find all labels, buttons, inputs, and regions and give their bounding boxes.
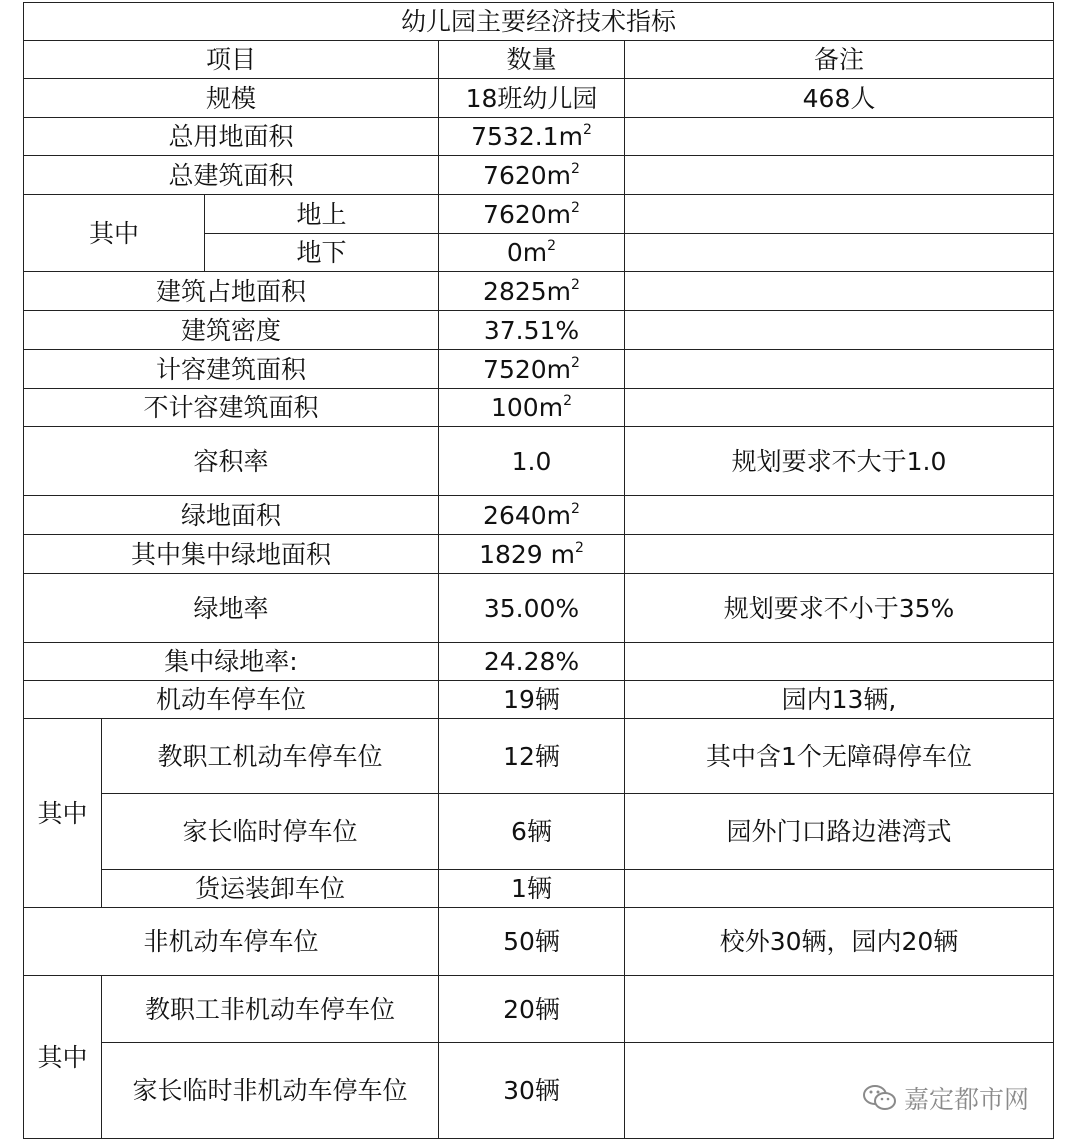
row-note xyxy=(625,643,1054,681)
row-note xyxy=(625,535,1054,574)
table-row xyxy=(24,719,1054,794)
header-note: 备注 xyxy=(625,41,1054,79)
row-note: 园内13辆, xyxy=(625,681,1054,719)
row-note xyxy=(625,311,1054,350)
table-row xyxy=(24,156,1054,195)
table-row xyxy=(24,681,1054,719)
row-qty: $7620m^2$ xyxy=(439,156,625,195)
table-row xyxy=(24,574,1054,643)
row-qty: $2640m^2$ xyxy=(439,496,625,535)
row-label: 不计容建筑面积 xyxy=(24,389,439,427)
row-note: 规划要求不大于1.0 xyxy=(625,427,1054,496)
row-note: 园外门口路边港湾式 xyxy=(625,794,1054,870)
row-qty: 1.0 xyxy=(439,427,625,496)
row-label: 货运装卸车位 xyxy=(102,870,439,908)
wechat-icon xyxy=(862,1083,898,1113)
row-label: 机动车停车位 xyxy=(24,681,439,719)
table-row xyxy=(24,389,1054,427)
row-note: 校外30辆，园内20辆 xyxy=(625,908,1054,976)
row-qty: $2825m^2$ xyxy=(439,272,625,311)
row-label: 家长临时非机动车停车位 xyxy=(102,1043,439,1139)
row-qty: 12辆 xyxy=(439,719,625,794)
row-note xyxy=(625,350,1054,389)
row-label: 绿地面积 xyxy=(24,496,439,535)
row-note xyxy=(625,870,1054,908)
row-qty: $7532.1m^2$ xyxy=(439,118,625,156)
row-note xyxy=(625,272,1054,311)
group-label: 其中 xyxy=(24,719,102,908)
group-label: 其中 xyxy=(24,195,205,272)
row-label: 其中集中绿地面积 xyxy=(24,535,439,574)
table-row xyxy=(24,350,1054,389)
row-label: 教职工非机动车停车位 xyxy=(102,976,439,1043)
row-qty: 20辆 xyxy=(439,976,625,1043)
row-label: 总建筑面积 xyxy=(24,156,439,195)
row-label: 容积率 xyxy=(24,427,439,496)
row-note: 468人 xyxy=(625,79,1054,118)
row-qty: 35.00% xyxy=(439,574,625,643)
row-label: 教职工机动车停车位 xyxy=(102,719,439,794)
row-label: 总用地面积 xyxy=(24,118,439,156)
row-qty: 30辆 xyxy=(439,1043,625,1139)
row-label: 地上 xyxy=(205,195,439,234)
row-qty: 19辆 xyxy=(439,681,625,719)
row-note xyxy=(625,234,1054,272)
row-note xyxy=(625,118,1054,156)
row-qty: $7620m^2$ xyxy=(439,195,625,234)
row-label: 建筑密度 xyxy=(24,311,439,350)
row-qty: 6辆 xyxy=(439,794,625,870)
table-row xyxy=(24,976,1054,1043)
row-qty: $0m^2$ xyxy=(439,234,625,272)
table-row xyxy=(24,79,1054,118)
header-qty: 数量 xyxy=(439,41,625,79)
row-note xyxy=(625,195,1054,234)
row-label: 非机动车停车位 xyxy=(24,908,439,976)
table-row xyxy=(24,195,1054,234)
row-qty: 1辆 xyxy=(439,870,625,908)
header-item: 项目 xyxy=(24,41,439,79)
table-row xyxy=(24,272,1054,311)
table-row xyxy=(24,794,1054,870)
table-row xyxy=(24,427,1054,496)
row-note xyxy=(625,976,1054,1043)
row-note: 规划要求不小于35% xyxy=(625,574,1054,643)
table-title: 幼儿园主要经济技术指标 xyxy=(24,3,1054,41)
row-qty: 37.51% xyxy=(439,311,625,350)
row-qty: $7520m^2$ xyxy=(439,350,625,389)
row-label: 计容建筑面积 xyxy=(24,350,439,389)
row-label: 建筑占地面积 xyxy=(24,272,439,311)
row-label: 规模 xyxy=(24,79,439,118)
row-note xyxy=(625,496,1054,535)
row-label: 地下 xyxy=(205,234,439,272)
table-row xyxy=(24,311,1054,350)
row-qty: $100m^2$ xyxy=(439,389,625,427)
row-label: 集中绿地率: xyxy=(24,643,439,681)
row-label: 绿地率 xyxy=(24,574,439,643)
row-qty: 24.28% xyxy=(439,643,625,681)
row-qty: 18班幼儿园 xyxy=(439,79,625,118)
group-label: 其中 xyxy=(24,976,102,1139)
row-note xyxy=(625,156,1054,195)
table-row xyxy=(24,535,1054,574)
watermark xyxy=(862,1080,1029,1116)
row-label: 家长临时停车位 xyxy=(102,794,439,870)
row-note xyxy=(625,389,1054,427)
table-row xyxy=(24,643,1054,681)
watermark-text: 嘉定都市网 xyxy=(904,1085,1030,1114)
table-row xyxy=(24,870,1054,908)
table-row xyxy=(24,908,1054,976)
row-note: 其中含1个无障碍停车位 xyxy=(625,719,1054,794)
table-row xyxy=(24,118,1054,156)
table-row xyxy=(24,496,1054,535)
row-qty: 50辆 xyxy=(439,908,625,976)
indicator-table xyxy=(23,2,1054,1139)
row-qty: 1829 $m^2$ xyxy=(439,535,625,574)
